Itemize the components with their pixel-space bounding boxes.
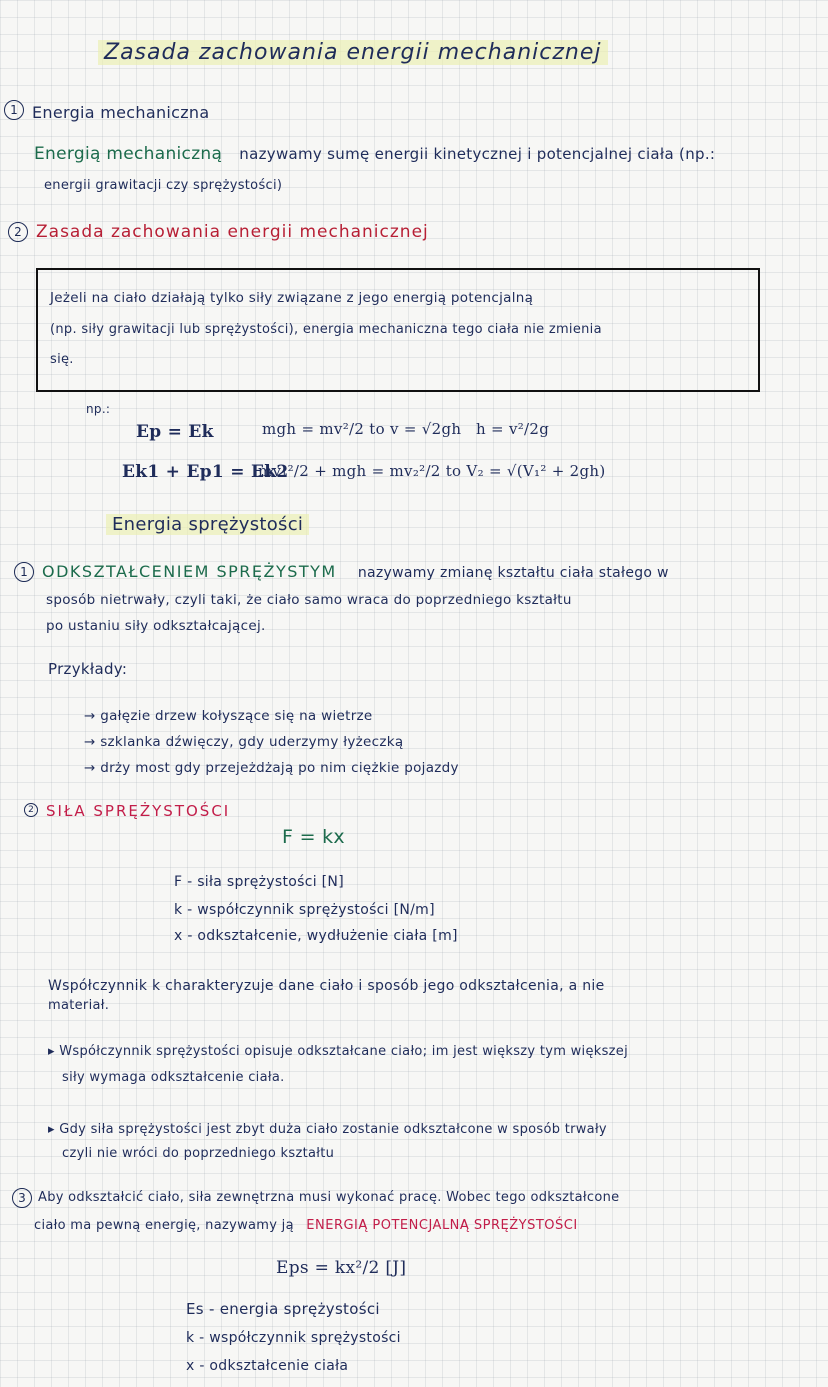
definition-line-1 bbox=[34, 144, 715, 164]
term-odksztalcenie-sprezyste: ODKSZTAŁCENIEM SPRĘŻYSTYM bbox=[42, 562, 337, 581]
elastic-definition-rest: nazywamy zmianę kształtu ciała stałego w bbox=[357, 565, 669, 581]
elastic-definition-line-2: sposób nietrwały, czyli taki, że ciało samo wraca do poprzedniego kształtu bbox=[46, 592, 572, 608]
work-line-1: Aby odkształcić ciało, siła zewnętrzna musi wykonać pracę. Wobec tego odkształcone bbox=[38, 1190, 620, 1205]
definition-line-2: energii grawitacji czy sprężystości) bbox=[44, 178, 283, 193]
elastic-definition-line-3: po ustaniu siły odkształcającej. bbox=[46, 618, 266, 634]
work-line-2-start: ciało ma pewną energię, nazywamy ją bbox=[34, 1218, 294, 1233]
coefficient-note-line-1: Współczynnik k charakteryzuje dane ciało i sposób jego odkształcenia, a nie bbox=[48, 978, 605, 994]
bullet-2-line-1: ▸ Gdy siła sprężystości jest zbyt duża ciało zostanie odkształcone w sposób trwały bbox=[48, 1122, 607, 1137]
section-number-3-3: 3 bbox=[12, 1188, 32, 1208]
formula-velocity: mgh = mv²/2 to v = √2gh bbox=[262, 420, 462, 438]
formula-hooke: F = kx bbox=[282, 826, 345, 848]
example-label-np: np.: bbox=[86, 402, 111, 416]
work-line-2 bbox=[34, 1218, 578, 1233]
example-item-1: → gałęzie drzew kołyszące się na wietrze bbox=[84, 708, 373, 724]
legend-force: F - siła sprężystości [N] bbox=[174, 874, 344, 890]
bullet-2-line-2: czyli nie wróci do poprzedniego kształtu bbox=[62, 1146, 335, 1161]
definition-rest: nazywamy sumę energii kinetycznej i potencjalnej ciała (np.: bbox=[239, 145, 716, 163]
formula-velocity-2: mv₁²/2 + mgh = mv₂²/2 to V₂ = √(V₁² + 2gh) bbox=[258, 462, 606, 480]
example-item-3: → drży most gdy przejeżdżają po nim ciężkie pojazdy bbox=[84, 760, 459, 776]
formula-ep-ek: Ep = Ek bbox=[136, 422, 214, 442]
bullet-1-line-2: siły wymaga odkształcenie ciała. bbox=[62, 1070, 285, 1085]
bullet-1-line-1: ▸ Współczynnik sprężystości opisuje odkształcane ciało; im jest większy tym większej bbox=[48, 1044, 628, 1059]
formula-height: h = v²/2g bbox=[476, 420, 550, 438]
section-heading-sila-sprezystosci: SIŁA SPRĘŻYSTOŚCI bbox=[46, 802, 231, 820]
example-item-2: → szklanka dźwięczy, gdy uderzymy łyżeczką bbox=[84, 734, 404, 750]
box-line-2: (np. siły grawitacji lub sprężystości), energia mechaniczna tego ciała nie zmienia bbox=[50, 322, 602, 337]
formula-elastic-energy: Eps = kx²/2 [J] bbox=[276, 1258, 407, 1278]
page-title: Zasada zachowania energii mechanicznej bbox=[98, 40, 608, 65]
legend-deformation: x - odkształcenie, wydłużenie ciała [m] bbox=[174, 928, 458, 944]
term-energia-mechaniczna: Energią mechaniczną bbox=[34, 144, 223, 164]
section-number-3-1: 1 bbox=[14, 562, 34, 582]
legend-coefficient-2: k - współczynnik sprężystości bbox=[186, 1330, 401, 1346]
coefficient-note-line-2: materiał. bbox=[48, 998, 110, 1013]
section-heading-energia-sprezystosci: Energia sprężystości bbox=[106, 514, 309, 535]
elastic-definition-line-1 bbox=[42, 562, 669, 581]
section-heading-zasada: Zasada zachowania energii mechanicznej bbox=[36, 222, 429, 242]
box-line-3: się. bbox=[50, 352, 74, 367]
legend-coefficient: k - współczynnik sprężystości [N/m] bbox=[174, 902, 435, 918]
legend-energy: Es - energia sprężystości bbox=[186, 1300, 380, 1318]
term-energia-potencjalna-sprezystosci: ENERGIĄ POTENCJALNĄ SPRĘŻYSTOŚCI bbox=[306, 1218, 578, 1233]
section-number-3-2: 2 bbox=[24, 803, 38, 817]
formula-energy-sum: Ek1 + Ep1 = Ek2 bbox=[122, 462, 289, 482]
section-heading-energia-mechaniczna: Energia mechaniczna bbox=[32, 103, 210, 122]
section-number-2: 2 bbox=[8, 222, 28, 242]
section-number-1: 1 bbox=[4, 100, 24, 120]
examples-label: Przykłady: bbox=[48, 660, 128, 678]
box-line-1: Jeżeli na ciało działają tylko siły związane z jego energią potencjalną bbox=[50, 290, 534, 306]
legend-deformation-2: x - odkształcenie ciała bbox=[186, 1358, 349, 1374]
